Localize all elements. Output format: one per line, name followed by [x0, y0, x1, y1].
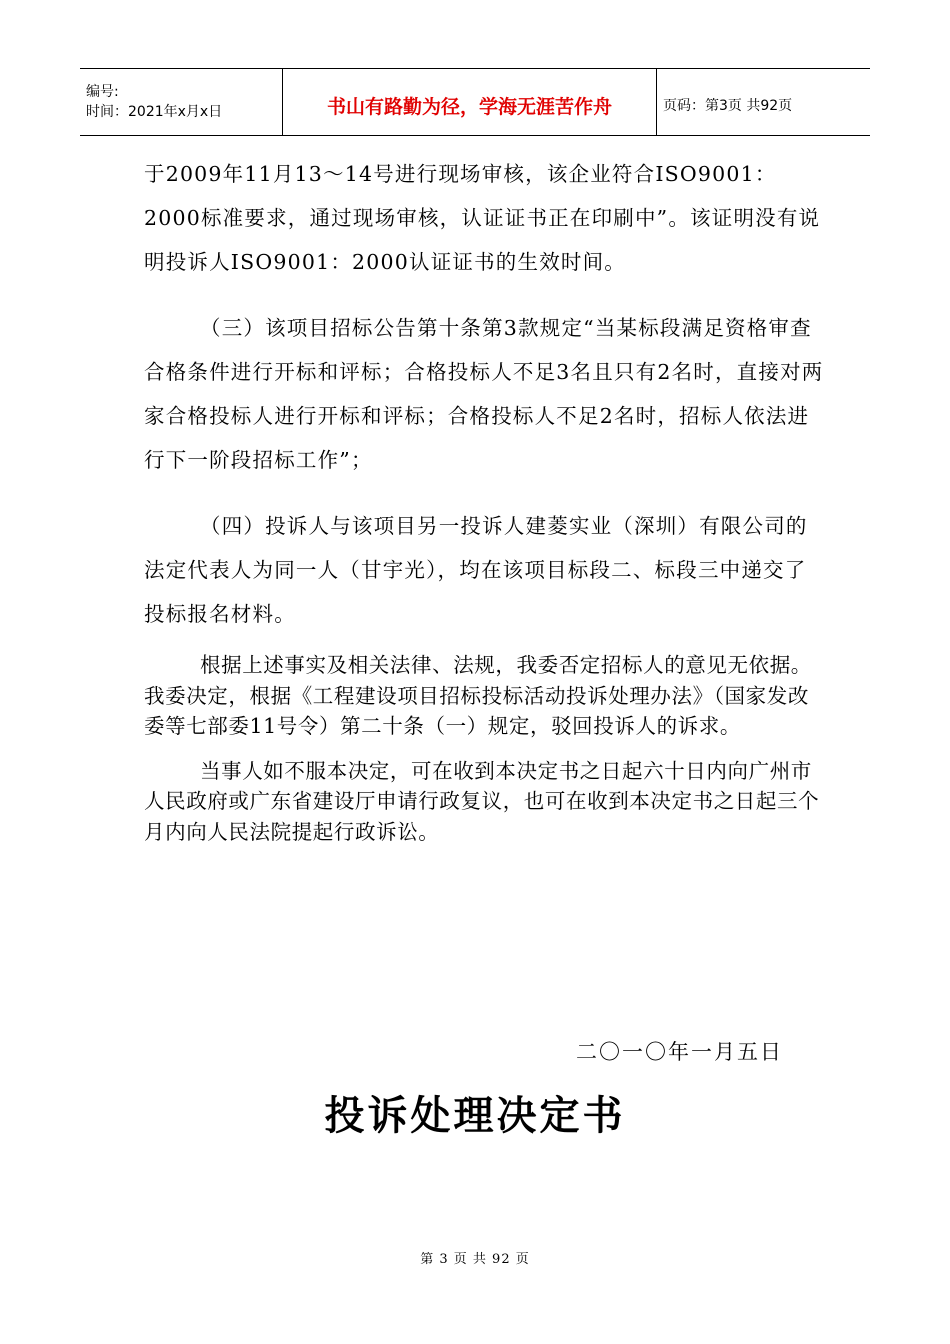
document-body: [144, 152, 824, 847]
paragraph-tender-rule: （三）该项目招标公告第十条第3款规定“当某标段满足资格审查合格条件进行开标和评标；合格投标人不足3名且只有2名时，直接对两家合格投标人进行开标和评标；合格投标人不足2名时，招标人依法进行下一阶段招标工作”；: [144, 316, 824, 472]
document-time-label: 时间：2021年x月x日: [86, 104, 223, 120]
paragraph-complainant: （四）投诉人与该项目另一投诉人建菱实业（深圳）有限公司的法定代表人为同一人（甘宇光），均在该项目标段二、标段三中递交了投标报名材料。: [144, 514, 808, 626]
header-motto-cell: [283, 69, 657, 135]
paragraph-audit: 于2009年11月13～14号进行现场审核，该企业符合ISO9001：2000标准要求，通过现场审核，认证证书正在印刷中”。该证明没有说明投诉人ISO9001：2000认证证书的生效时间。: [144, 162, 821, 274]
page-header: [80, 68, 870, 136]
page-footer: 第 3 页 共 92 页: [420, 1252, 530, 1267]
document-title: 投诉处理决定书: [324, 1093, 626, 1139]
document-number-label: 编号:: [86, 84, 119, 100]
header-motto: 书山有路勤为径，学海无涯苦作舟: [326, 95, 612, 118]
decision-date: 二〇一〇年一月五日: [576, 1040, 783, 1064]
paragraph-appeal: 当事人如不服本决定，可在收到本决定书之日起六十日内向广州市人民政府或广东省建设厅申请行政复议，也可在收到本决定书之日起三个月内向人民法院提起行政诉讼。: [144, 758, 820, 844]
header-page-info: 页码：第3页 共92页: [663, 98, 793, 114]
header-meta-cell: [80, 69, 283, 135]
paragraph-decision: 根据上述事实及相关法律、法规，我委否定招标人的意见无依据。我委决定，根据《工程建设项目招标投标活动投诉处理办法》（国家发改委等七部委11号令）第二十条（一）规定，驳回投诉人的诉求。: [144, 653, 812, 738]
header-page-cell: [657, 69, 870, 135]
